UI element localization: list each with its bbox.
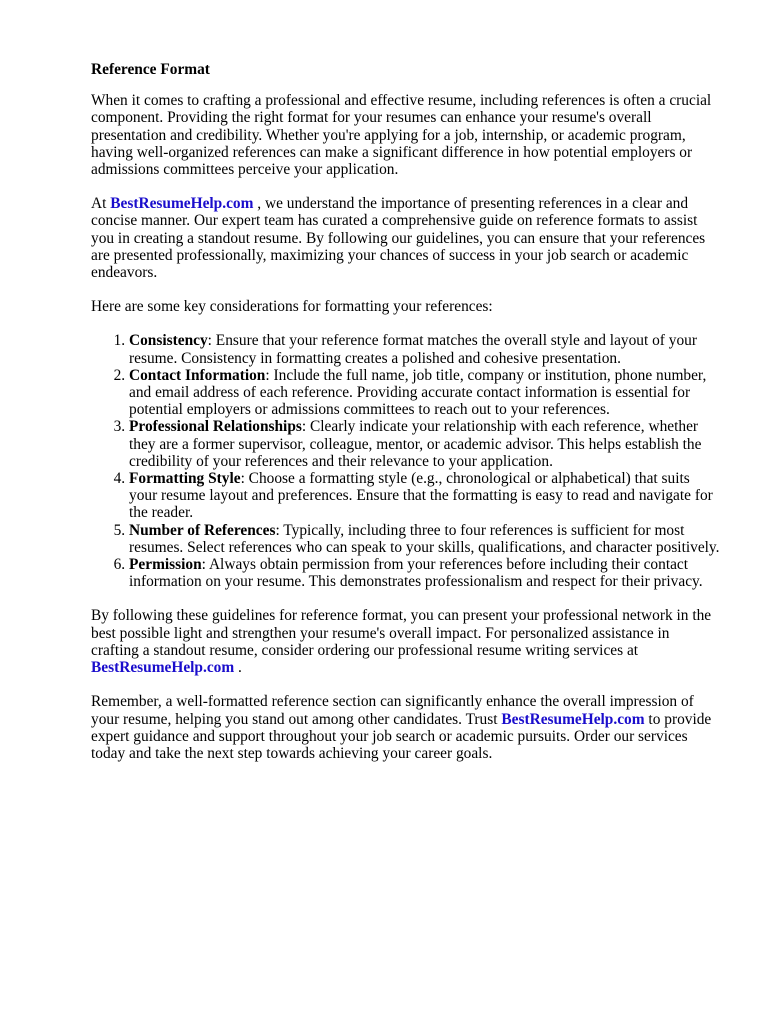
list-item	[129, 332, 721, 366]
page-title: Reference Format	[91, 61, 210, 78]
list-item	[129, 470, 721, 522]
list-item-term: Consistency	[129, 332, 208, 350]
closing-paragraph	[91, 693, 721, 762]
closing-text: Remember, a well-formatted reference section can significantly enhance the overall impression of your resume, helping you stand out among other candidates. Trust	[91, 693, 694, 728]
list-item	[129, 522, 721, 556]
list-item-text: : Clearly indicate your relationship with each reference, whether they are a former supervisor, colleague, mentor, or academic advisor. This helps establish the credibility of your references and their relevance to your application.	[129, 418, 702, 470]
list-item	[129, 556, 721, 590]
list-item-text: : Always obtain permission from your references before including their contact information on your resume. This demonstrates professionalism and respect for their privacy.	[129, 556, 703, 591]
list-item-term: Permission	[129, 556, 202, 574]
intro-paragraph: When it comes to crafting a professional and effective resume, including references is often a crucial component. Providing the right format for your resumes can enhance your resume's overall presentation and credibility. Whether you're applying for a job, internship, or academic program, having well-organized references can make a significant difference in how potential employers or admissions committees perceive your application.	[91, 92, 712, 179]
site-link[interactable]: BestResumeHelp.com	[91, 659, 235, 677]
list-item-text: : Include the full name, job title, company or institution, phone number, and email address of each reference. Providing accurate contact information is essential for potential employers or admissions committees to reach out to your references.	[129, 366, 707, 419]
about-text: , we understand the importance of presenting references in a clear and concise manner. Our expert team has curated a comprehensive guide on reference formats to assist you in creating a standout resume. By following our guidelines, you can ensure that your references are presented professionally, maximizing your chances of success in your job search or academic endeavors.	[91, 195, 706, 282]
guidelines-suffix: .	[234, 659, 242, 677]
list-item-text: : Typically, including three to four references is sufficient for most resumes. Select references who can speak to your skills, qualifications, and character positively.	[129, 521, 720, 556]
list-item-term: Formatting Style	[129, 470, 241, 488]
list-item-text: : Ensure that your reference format matches the overall style and layout of your resume. Consistency in formatting creates a polished and cohesive presentation.	[129, 332, 697, 367]
guidelines-text: By following these guidelines for reference format, you can present your professional network in the best possible light and strengthen your resume's overall impact. For personalized assistance in crafting a standout resume, consider ordering our professional resume writing services at	[91, 607, 712, 659]
list-item	[129, 418, 721, 470]
considerations-list	[91, 332, 721, 590]
list-item-text: : Choose a formatting style (e.g., chronological or alphabetical) that suits your resume layout and preferences. Ensure that the formatting is easy to read and navigate for the reader.	[129, 470, 713, 522]
about-prefix: At	[91, 195, 111, 213]
site-link[interactable]: BestResumeHelp.com	[110, 195, 254, 213]
list-intro: Here are some key considerations for formatting your references:	[91, 298, 493, 316]
guidelines-paragraph	[91, 607, 721, 676]
list-item-term: Number of References	[129, 521, 276, 539]
list-item-term: Contact Information	[129, 366, 266, 384]
site-link[interactable]: BestResumeHelp.com	[501, 710, 645, 728]
document-content	[91, 61, 721, 779]
list-item-term: Professional Relationships	[129, 418, 302, 436]
list-item	[129, 367, 721, 419]
closing-suffix: to provide expert guidance and support throughout your job search or academic pursuits. Order our services today and take the next step towards achieving your career goals.	[91, 710, 712, 762]
about-paragraph	[91, 195, 721, 281]
